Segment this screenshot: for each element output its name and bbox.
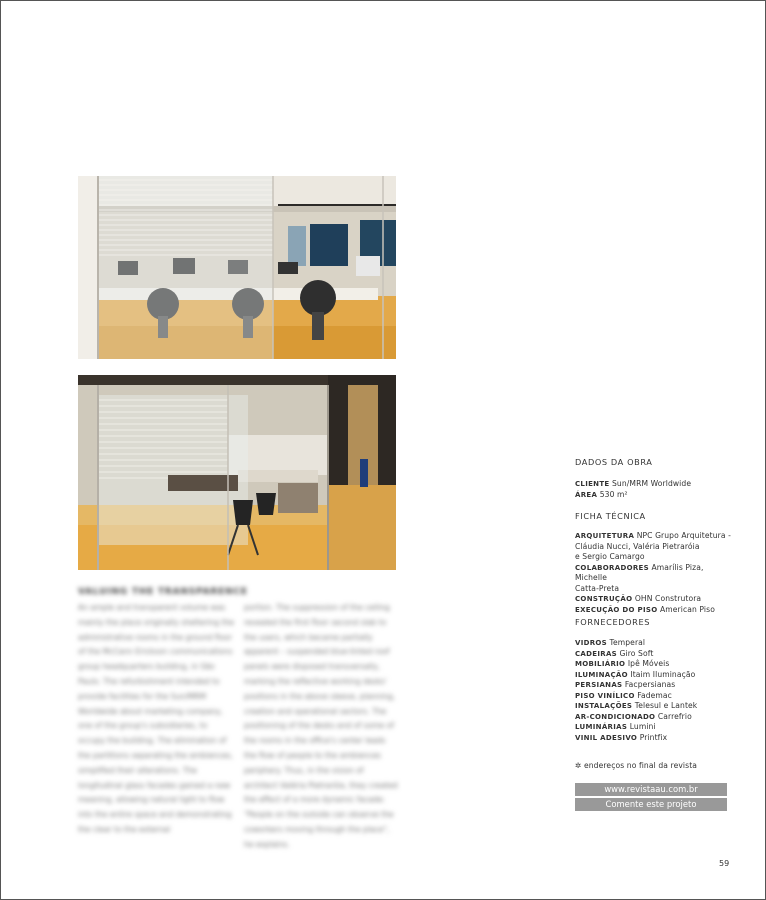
glass-meeting-room-photo: [78, 375, 396, 570]
execucao-label: EXECUÇÃO DO PISO: [575, 605, 658, 614]
list-item: PERSIANAS Facpersianas: [575, 680, 676, 689]
cliente-label: CLIENTE: [575, 480, 610, 488]
addresses-note: [575, 761, 735, 772]
list-item: CADEIRAS Giro Soft: [575, 648, 654, 658]
list-item: PISO VINÍLICO Fademac: [575, 690, 672, 700]
arquitetura-value-line-3: e Sergio Camargo: [575, 552, 645, 561]
cliente-value: Sun/MRM Worldwide: [612, 479, 692, 488]
list-item: LUMINÁRIAS Lumini: [575, 722, 656, 731]
page-number: 59: [719, 859, 730, 868]
dados-da-obra-details: [575, 479, 735, 500]
addresses-note-text: endereços no final da revista: [583, 761, 698, 770]
area-value: 530 m²: [599, 489, 628, 499]
star-icon: ✲: [575, 761, 582, 770]
article-column-2: portion. The suppression of the ceiling revealed the first floor second slab to the users, which became partially apparent – suspended blue-tinted roof panels were disposed transversally, marking the reflective working desks' positions in the above sleeve, planning, creation and operational sectors. The positioning of the desks and of some of the rooms in the office's center leads the flow of people to the ambiences periphery. Thus, in the vision of architect Valéria Pietraróia, they created the effect of a more dynamic facade: "People on the outside can observe the coworkers moving through the place", he explains.: [244, 603, 398, 849]
area-label: ÁREA: [575, 490, 598, 499]
arquitetura-label: ARQUITETURA: [575, 532, 635, 540]
list-item: VIDROS Temperal: [575, 638, 646, 647]
colaboradores-label: COLABORADORES: [575, 563, 649, 572]
colaboradores-value-line-2: Catta-Preta: [575, 583, 620, 593]
list-item: INSTALAÇÕES Telesul e Lantek: [575, 701, 698, 710]
construcao-label: CONSTRUÇÃO: [575, 595, 633, 603]
execucao-value: American Piso: [659, 604, 715, 614]
ficha-tecnica-title: FICHA TÉCNICA: [575, 511, 646, 521]
colaboradores-value: Amarílis Piza, Michelle: [575, 562, 704, 582]
list-item: AR-CONDICIONADO Carrefrio: [575, 711, 692, 721]
office-glass-partition-photo: [78, 176, 396, 359]
dados-da-obra-title: DADOS DA OBRA: [575, 457, 653, 467]
list-item: ILUMINAÇÃO Itaim Iluminação: [575, 669, 696, 679]
ficha-tecnica-details: [575, 531, 735, 615]
fornecedores-title: FORNECEDORES: [575, 617, 651, 627]
article-heading: VALUING THE TRANSPARENCE: [78, 587, 248, 597]
website-link-button[interactable]: www.revistaau.com.br: [575, 783, 727, 796]
arquitetura-value: NPC Grupo Arquitetura -: [636, 531, 731, 540]
article-column-1: An ample and transparent volume was mainly the place originally sheltering the administrative rooms in the ground floor of the McCann Erickson communications group headquarters building, in São Paulo. The refurbishment intended to provide facilities for the Sun/MRM Worldwide about marketing company, one of the group's subsidiaries, to occupy the building. The elimination of the partitions separating the ambiences, simplified their alterations. The longitudinal glass facades gained a new meaning, allowing natural light to flow into the entire space and demonstrating the clear to the external: [78, 603, 235, 834]
construcao-value: OHN Construtora: [634, 594, 702, 603]
comment-project-button[interactable]: Comente este projeto: [575, 798, 727, 811]
arquitetura-value-line-2: Cláudia Nucci, Valéria Pietraróia: [575, 541, 700, 551]
list-item: VINIL ADESIVO Printfix: [575, 732, 668, 742]
fornecedores-list: [575, 638, 735, 743]
list-item: MOBILIÁRIO Ipê Móveis: [575, 659, 670, 668]
